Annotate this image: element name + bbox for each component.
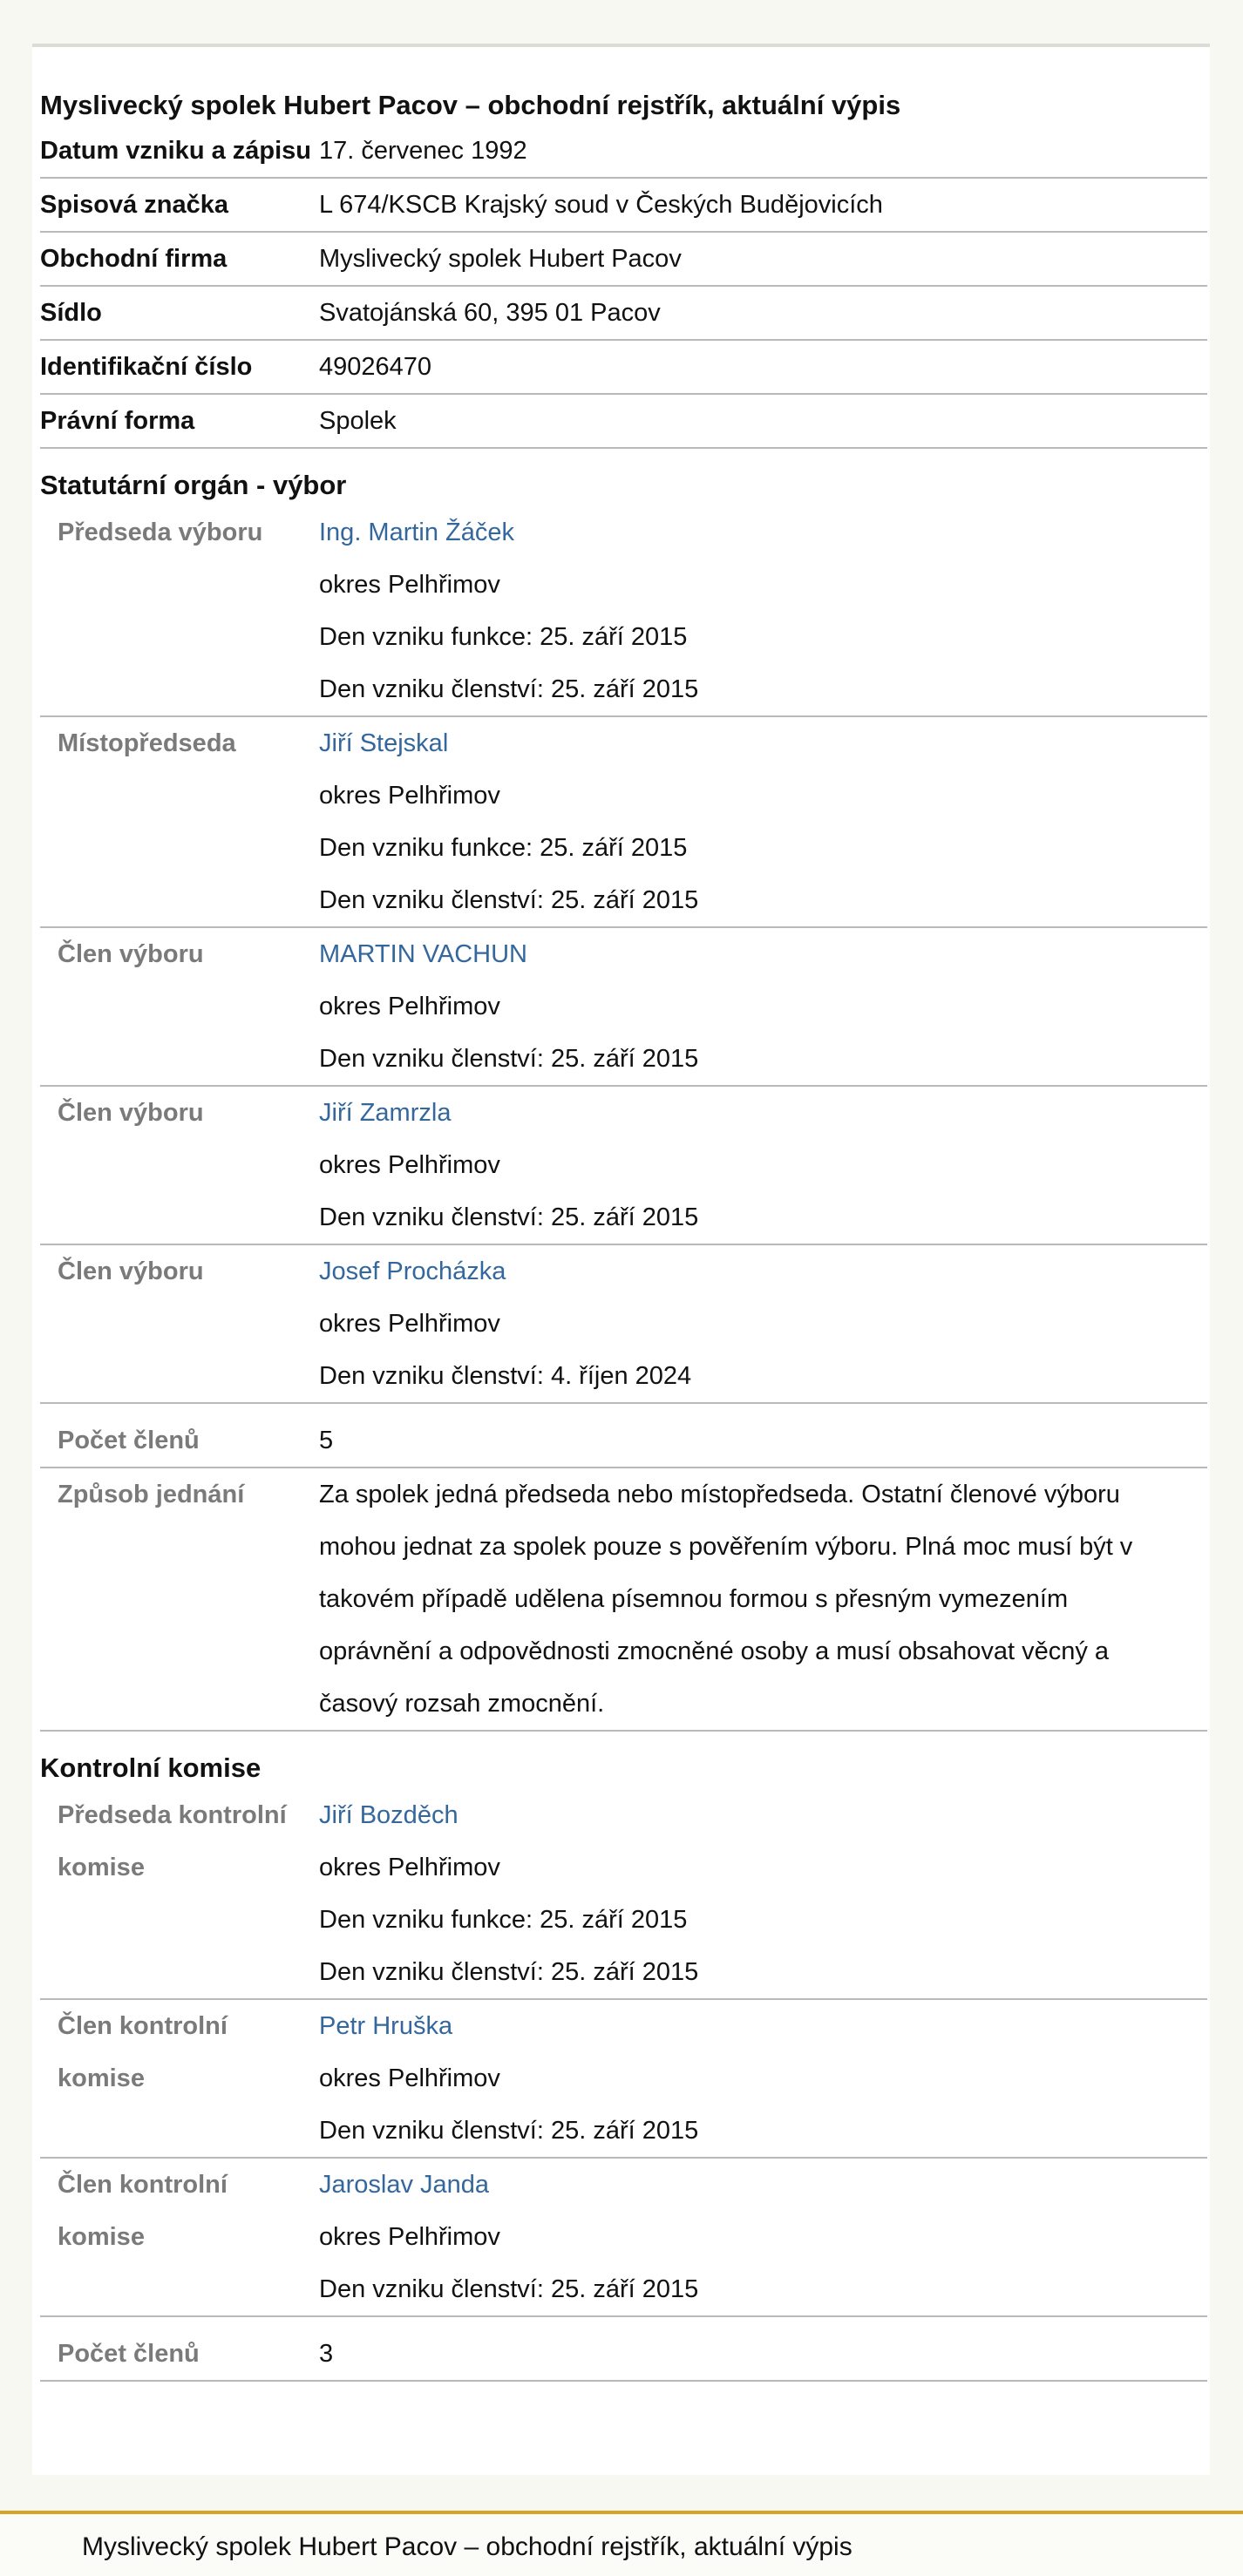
member-membership-start: Den vzniku členství: 4. říjen 2024	[319, 1362, 692, 1390]
member-count-label: Počet členů	[58, 2340, 200, 2368]
info-label: Sídlo	[40, 299, 102, 327]
member-name-link[interactable]: Jiří Bozděch	[319, 1801, 458, 1829]
member-role: Člen výboru	[58, 1099, 204, 1127]
member-name-link[interactable]: Josef Procházka	[319, 1257, 506, 1285]
member-district: okres Pelhřimov	[319, 2064, 500, 2092]
info-value: Spolek	[319, 407, 397, 435]
footer-bar	[0, 2511, 1243, 2576]
member-district: okres Pelhřimov	[319, 2223, 500, 2251]
page-title: Myslivecký spolek Hubert Pacov – obchodní rejstřík, aktuální výpis	[40, 90, 901, 120]
conduct-value: Za spolek jedná předseda nebo místopředseda. Ostatní členové výboru mohou jednat za spolek pouze s pověřením výboru. Plná moc musí být v takovém případě udělena písemnou formou s přesným vymezením oprávnění a odpovědnosti zmocněné osoby a musí obsahovat věcný a časový rozsah zmocnění.	[319, 1481, 1133, 1718]
member-role: Předseda kontrolní komise	[58, 1801, 287, 1881]
member-role: Člen kontrolní komise	[58, 2012, 228, 2092]
info-row-seat	[40, 287, 1207, 341]
member-role: Předseda výboru	[58, 519, 263, 546]
member-membership-start: Den vzniku členství: 25. září 2015	[319, 1045, 699, 1073]
member-function-start: Den vzniku funkce: 25. září 2015	[319, 834, 688, 862]
info-label: Právní forma	[40, 407, 195, 435]
member-district: okres Pelhřimov	[319, 571, 500, 599]
conduct-row	[40, 1468, 1207, 1732]
info-value: 49026470	[319, 353, 432, 381]
member-name-link[interactable]: Ing. Martin Žáček	[319, 519, 515, 546]
info-value: Myslivecký spolek Hubert Pacov	[319, 245, 682, 273]
member-membership-start: Den vzniku členství: 25. září 2015	[319, 1203, 699, 1231]
info-row-founded	[40, 125, 1207, 179]
member-row	[40, 506, 1207, 717]
member-row	[40, 2000, 1207, 2159]
info-value: Svatojánská 60, 395 01 Pacov	[319, 299, 661, 327]
footer-title: Myslivecký spolek Hubert Pacov – obchodní rejstřík, aktuální výpis	[82, 2532, 852, 2561]
member-count-value: 5	[319, 1427, 334, 1454]
member-membership-start: Den vzniku členství: 25. září 2015	[319, 675, 699, 703]
member-district: okres Pelhřimov	[319, 1310, 500, 1338]
info-row-file-number	[40, 179, 1207, 233]
info-label: Spisová značka	[40, 191, 228, 219]
info-row-legal-form	[40, 395, 1207, 449]
member-name-link[interactable]: Jaroslav Janda	[319, 2171, 490, 2199]
info-label: Obchodní firma	[40, 245, 228, 273]
member-name-link[interactable]: Petr Hruška	[319, 2012, 453, 2040]
member-membership-start: Den vzniku členství: 25. září 2015	[319, 886, 699, 914]
statutory-section-title: Statutární orgán - výbor	[40, 470, 347, 500]
member-district: okres Pelhřimov	[319, 1151, 500, 1179]
member-role: Člen výboru	[58, 940, 204, 968]
info-value: L 674/KSCB Krajský soud v Českých Budějovicích	[319, 191, 883, 219]
member-district: okres Pelhřimov	[319, 1854, 500, 1881]
member-membership-start: Den vzniku členství: 25. září 2015	[319, 1958, 699, 1986]
member-row	[40, 1789, 1207, 2000]
member-role: Místopředseda	[58, 729, 236, 757]
member-row	[40, 1245, 1207, 1404]
member-name-link[interactable]: Jiří Zamrzla	[319, 1099, 452, 1127]
info-label: Datum vzniku a zápisu	[40, 137, 312, 165]
member-row	[40, 928, 1207, 1087]
control-section-title: Kontrolní komise	[40, 1752, 262, 1783]
member-membership-start: Den vzniku členství: 25. září 2015	[319, 2117, 699, 2145]
member-row	[40, 1087, 1207, 1245]
member-role: Člen výboru	[58, 1257, 204, 1285]
info-label: Identifikační číslo	[40, 353, 253, 381]
member-function-start: Den vzniku funkce: 25. září 2015	[319, 623, 688, 651]
member-membership-start: Den vzniku členství: 25. září 2015	[319, 2275, 699, 2303]
member-count-row	[40, 1404, 1207, 1468]
register-extract-card	[32, 44, 1210, 2475]
info-row-id-number	[40, 341, 1207, 395]
conduct-label: Způsob jednání	[58, 1481, 245, 1508]
info-row-company-name	[40, 233, 1207, 287]
member-name-link[interactable]: MARTIN VACHUN	[319, 940, 527, 968]
member-count-row	[40, 2317, 1207, 2382]
member-name-link[interactable]: Jiří Stejskal	[319, 729, 449, 757]
member-count-label: Počet členů	[58, 1427, 200, 1454]
member-row	[40, 717, 1207, 928]
info-value: 17. červenec 1992	[319, 137, 527, 165]
member-role: Člen kontrolní komise	[58, 2171, 228, 2251]
member-district: okres Pelhřimov	[319, 782, 500, 810]
member-district: okres Pelhřimov	[319, 993, 500, 1020]
member-row	[40, 2159, 1207, 2317]
member-function-start: Den vzniku funkce: 25. září 2015	[319, 1906, 688, 1934]
basic-info	[40, 125, 1207, 449]
member-count-value: 3	[319, 2340, 334, 2368]
